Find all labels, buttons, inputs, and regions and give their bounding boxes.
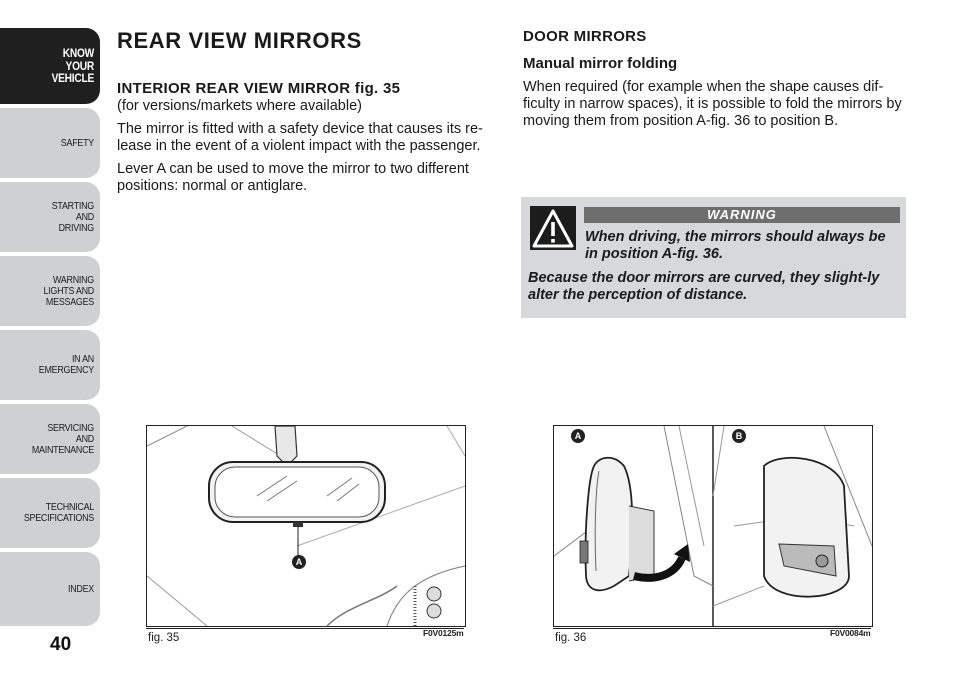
marker-a: A [571,429,585,443]
interior-mirror-illustration [147,426,465,626]
tab-label: TECHNICAL SPECIFICATIONS [23,501,94,524]
paragraph: The mirror is fitted with a safety device that causes its re-lease in the event of a violent impact with the passenger. [117,121,483,154]
paragraph: Lever A can be used to move the mirror to two different positions: normal or antiglare. [117,161,469,194]
tab-know-your-vehicle[interactable] [0,28,100,104]
availability-note: (for versions/markets where available) [117,98,362,114]
warning-box [521,197,906,318]
subsection-title: INTERIOR REAR VIEW MIRROR fig. 35 [117,80,401,97]
tab-technical-specifications[interactable] [0,478,100,548]
tab-servicing-and-maintenance[interactable] [0,404,100,474]
left-column [117,28,499,195]
right-column [523,28,913,130]
tab-index[interactable] [0,552,100,626]
tab-starting-and-driving[interactable] [0,182,100,252]
tab-label: IN AN EMERGENCY [38,353,94,376]
tab-in-an-emergency[interactable] [0,330,100,400]
warning-triangle-icon [530,206,576,250]
subsection-title: Manual mirror folding [523,55,678,72]
tab-label: SAFETY [60,136,94,149]
warning-text: Because the door mirrors are curved, they slight-ly alter the perception of distance. [528,270,880,303]
figure-35-interior-mirror [146,425,466,627]
caption-rule [553,628,871,629]
marker-b: B [732,429,746,443]
figure-caption: fig. 35 [148,632,180,644]
page-number: 40 [50,634,72,655]
marker-a: A [292,555,306,569]
warning-label: WARNING [584,207,900,223]
figure-caption: fig. 36 [555,632,587,644]
warning-text: When driving, the mirrors should always be in position A-fig. 36. [585,229,886,262]
figure-code: F0V0125m [423,628,464,638]
figure-code: F0V0084m [830,628,871,638]
tab-label: SERVICING AND MAINTENANCE [31,421,94,456]
tab-safety[interactable] [0,108,100,178]
figure-36-door-mirror [553,425,873,627]
tab-label: WARNING LIGHTS AND MESSAGES [43,273,94,308]
section-title: REAR VIEW MIRRORS [117,28,362,53]
tab-label: INDEX [67,582,94,595]
caption-rule [146,628,464,629]
section-title: DOOR MIRRORS [523,28,647,45]
tab-label: STARTING AND DRIVING [51,199,94,234]
tab-label: KNOW YOUR VEHICLE [51,46,94,86]
tab-warning-lights-and-messages[interactable] [0,256,100,326]
door-mirror-illustration [554,426,872,626]
paragraph: When required (for example when the shape causes dif-ficulty in narrow spaces), it is possible to fold the mirrors by moving them from position A-fig. 36 to position B. [523,79,902,129]
